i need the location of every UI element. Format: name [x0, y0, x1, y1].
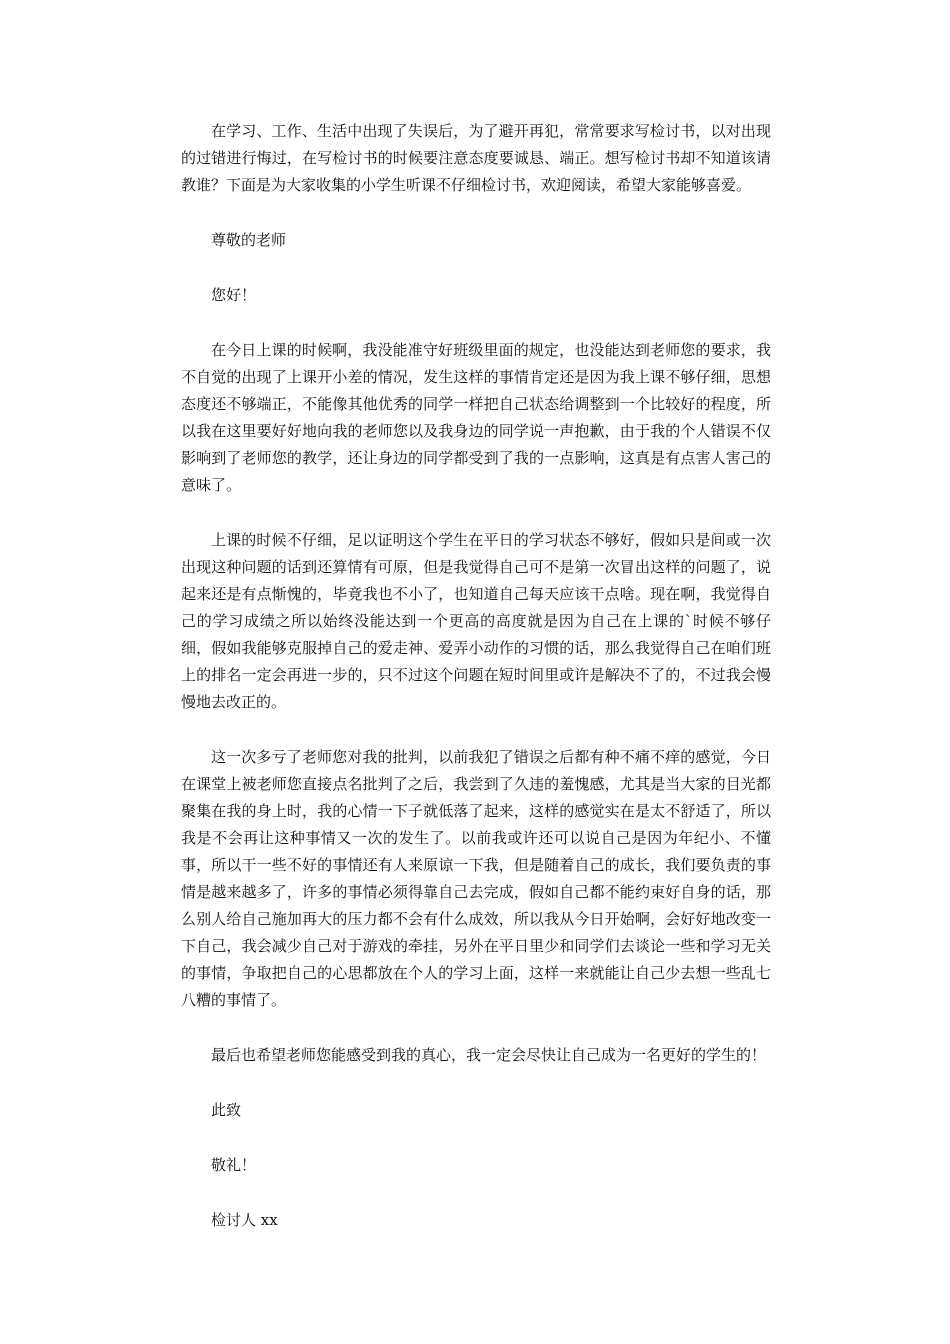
- body-paragraph-3: 这一次多亏了老师您对我的批判，以前我犯了错误之后都有种不痛不痒的感觉，今日在课堂上被老师您直接点名批判了之后，我尝到了久违的羞愧感，尤其是当大家的目光都聚集在我的身上时，我的心情一下子就低落了起来，这样的感觉实在是太不舒适了，所以我是不会再让这种事情又一次的发生了。以前我或许还可以说自己是因为年纪小、不懂事，所以干一些不好的事情还有人来原谅一下我，但是随着自己的成长，我们要负责的事情是越来越多了，许多的事情必须得靠自己去完成，假如自己都不能约束好自身的话，那么别人给自己施加再大的压力都不会有什么成效，所以我从今日开始啊，会好好地改变一下自己，我会减少自己对于游戏的牵挂，另外在平日里少和同学们去谈论一些和学习无关的事情，争取把自己的心思都放在个人的学习上面，这样一来就能让自己少去想一些乱七八糟的事情了。: [181, 748, 771, 1009]
- intro-paragraph: 在学习、工作、生活中出现了失误后，为了避开再犯，常常要求写检讨书，以对出现的过错进行悔过，在写检讨书的时候要注意态度要诚恳、端正。想写检讨书却不知道该请教谁？下面是为大家收集的小学生听课不仔细检讨书，欢迎阅读，希望大家能够喜爱。: [181, 122, 771, 194]
- greeting: 您好！: [211, 286, 257, 304]
- body-paragraph-4: 最后也希望老师您能感受到我的真心，我一定会尽快让自己成为一名更好的学生的！: [211, 1046, 767, 1064]
- closing-line-2: 敬礼！: [211, 1156, 257, 1174]
- body-paragraph-2: 上课的时候不仔细，足以证明这个学生在平日的学习状态不够好，假如只是间或一次出现这种问题的话到还算情有可原，但是我觉得自己可不是第一次冒出这样的问题了，说起来还是有点惭愧的，毕竟我也不小了，也知道自己每天应该干点啥。现在啊，我觉得自己的学习成绩之所以始终没能达到一个更高的高度就是因为自己在上课的`时候不够仔细，假如我能够克服掉自己的爱走神、爱弄小动作的习惯的话，那么我觉得自己在咱们班上的排名一定会再进一步的，只不过这个问题在短时间里或许是解决不了的，不过我会慢慢地去改正的。: [181, 531, 771, 711]
- closing-line-1: 此致: [211, 1101, 242, 1119]
- signature: 检讨人 xx: [211, 1211, 278, 1229]
- document-body: [181, 118, 771, 1234]
- body-paragraph-1: 在今日上课的时候啊，我没能准守好班级里面的规定，也没能达到老师您的要求，我不自觉的出现了上课开小差的情况，发生这样的事情肯定还是因为我上课不够仔细，思想态度还不够端正，不能像其他优秀的同学一样把自己状态给调整到一个比较好的程度，所以我在这里要好好地向我的老师您以及我身边的同学说一声抱歉，由于我的个人错误不仅影响到了老师您的教学，还让身边的同学都受到了我的一点影响，这真是有点害人害己的意味了。: [181, 341, 771, 494]
- salutation: 尊敬的老师: [211, 231, 287, 249]
